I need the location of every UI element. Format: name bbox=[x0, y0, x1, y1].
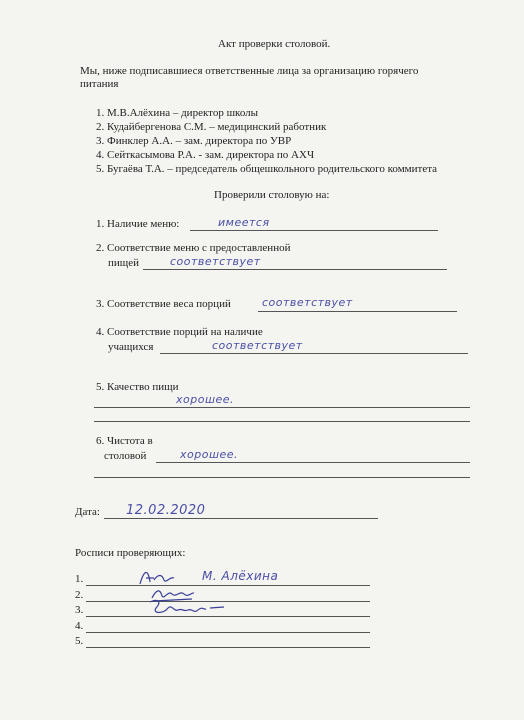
member-3: 3. Финклер А.А. – зам. директора по УВР bbox=[96, 135, 292, 147]
sig-line-3 bbox=[86, 616, 370, 617]
intro-text-line1: Мы, ниже подписавшиеся ответственные лица за организацию горячего bbox=[80, 65, 419, 77]
item3-line bbox=[258, 311, 457, 312]
item6-label-line2: столовой bbox=[104, 450, 147, 462]
sig-line-4 bbox=[86, 632, 370, 633]
sig-line-2 bbox=[86, 601, 370, 602]
item5-line1 bbox=[94, 407, 470, 408]
item1-label: 1. Наличие меню: bbox=[96, 218, 180, 230]
item6-line2 bbox=[94, 477, 470, 478]
sig-number-3: 3. bbox=[75, 604, 84, 616]
signature-1-text: М. Алёхина bbox=[202, 569, 279, 583]
item2-label-line1: 2. Соответствие меню с предоставленной bbox=[96, 242, 291, 254]
item3-label: 3. Соответствие веса порций bbox=[96, 298, 231, 310]
member-5: 5. Бугаёва Т.А. – председатель общешкольного родительского коммитета bbox=[96, 163, 438, 175]
member-2: 2. Кудайбергенова С.М. – медицинский работник bbox=[96, 121, 327, 133]
intro-text-line2: питания bbox=[80, 78, 119, 90]
sig-line-1 bbox=[86, 585, 370, 586]
item6-label-line1: 6. Чистота в bbox=[96, 435, 153, 447]
item4-label-line2: учащихся bbox=[108, 341, 154, 353]
sig-number-1: 1. bbox=[75, 573, 84, 585]
date-value: 12.02.2020 bbox=[126, 503, 206, 518]
item2-label-line2: пищей bbox=[108, 257, 140, 269]
signature-3-scribble bbox=[144, 596, 226, 620]
sig-line-5 bbox=[86, 647, 370, 648]
item2-value: соответствует bbox=[170, 255, 261, 268]
item3-value: соответствует bbox=[262, 296, 353, 309]
member-4: 4. Сейткасымова Р.А. - зам. директора по АХЧ bbox=[96, 149, 315, 161]
item4-label-line1: 4. Соответствие порций на наличие bbox=[96, 326, 263, 338]
item5-label: 5. Качество пищи bbox=[96, 381, 179, 393]
date-line bbox=[104, 518, 378, 519]
item6-value: хорошее. bbox=[180, 448, 239, 461]
item5-line2 bbox=[94, 421, 470, 422]
member-1: 1. М.В.Алёхина – директор школы bbox=[96, 107, 259, 119]
sig-number-2: 2. bbox=[75, 589, 84, 601]
item2-line bbox=[143, 269, 447, 270]
document-title: Акт проверки столовой. bbox=[218, 38, 331, 50]
item6-line1 bbox=[156, 462, 470, 463]
checked-heading: Проверили столовую на: bbox=[214, 189, 330, 201]
item1-value: имеется bbox=[218, 216, 270, 229]
item4-value: соответствует bbox=[212, 339, 303, 352]
item4-line bbox=[160, 353, 468, 354]
item5-value: хорошее. bbox=[176, 393, 235, 406]
signatures-heading: Росписи проверяющих: bbox=[75, 547, 186, 559]
date-label: Дата: bbox=[75, 506, 100, 518]
item1-line bbox=[190, 230, 438, 231]
sig-number-4: 4. bbox=[75, 620, 84, 632]
sig-number-5: 5. bbox=[75, 635, 84, 647]
